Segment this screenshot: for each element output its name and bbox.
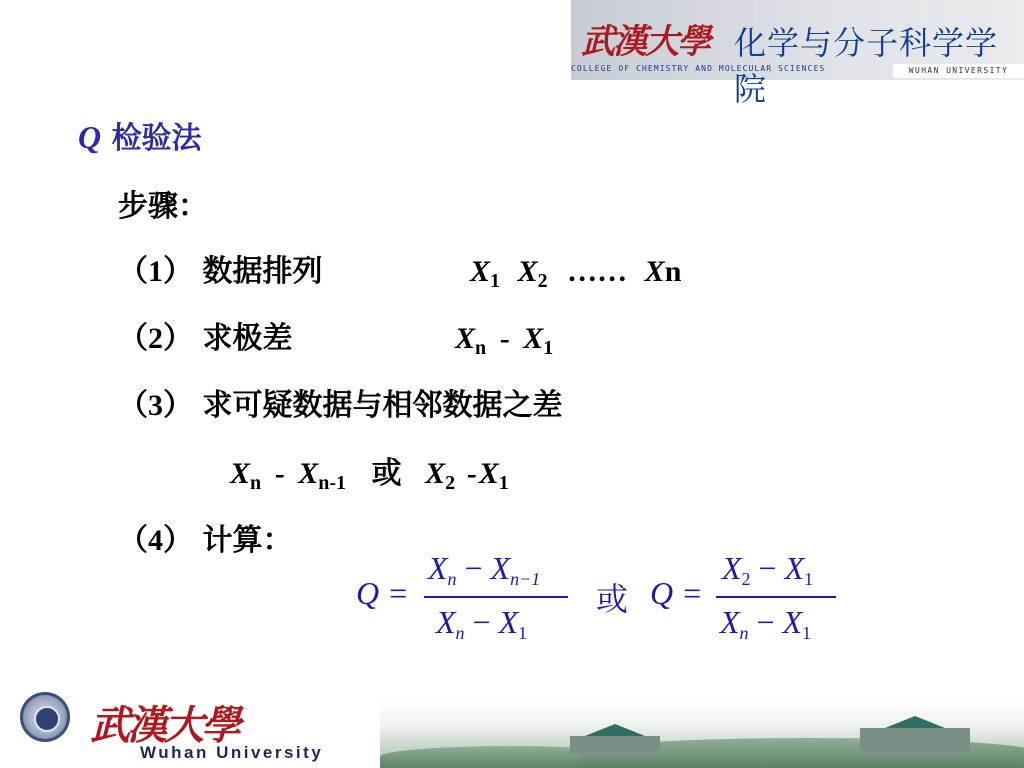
step-1-number: （1） bbox=[118, 255, 193, 288]
var-x: X bbox=[455, 322, 476, 355]
fraction-bar bbox=[716, 596, 836, 598]
var-x: X bbox=[428, 550, 448, 586]
seal-center-icon bbox=[34, 706, 60, 732]
building-shape bbox=[860, 728, 970, 754]
formula-or: 或 bbox=[596, 581, 629, 617]
subscript: 2 bbox=[445, 472, 456, 494]
step-1 bbox=[118, 253, 323, 291]
campus-panorama-image bbox=[380, 698, 1024, 768]
footer-university-name: Wuhan University bbox=[140, 743, 324, 762]
minus-sign: − bbox=[464, 550, 483, 586]
minus-sign: − bbox=[758, 550, 777, 586]
college-banner bbox=[571, 0, 1024, 108]
fraction-bar bbox=[424, 596, 568, 598]
subscript: 2 bbox=[741, 569, 751, 589]
step-1-text: 数据排列 bbox=[202, 254, 323, 289]
formula-numerator bbox=[428, 550, 540, 590]
roof-shape bbox=[885, 716, 945, 728]
steps-label: 步骤： bbox=[118, 189, 208, 224]
var-x: X bbox=[298, 457, 319, 490]
subscript: 1 bbox=[543, 337, 554, 359]
school-name: 化学与分子科学学院 bbox=[734, 24, 999, 108]
q-formula-1 bbox=[356, 548, 576, 648]
subscript: 1 bbox=[804, 569, 814, 589]
university-calligraphy-logo: 武漢大學 bbox=[581, 22, 709, 62]
var-x: X bbox=[784, 550, 805, 586]
or-word: 或 bbox=[371, 456, 402, 491]
title-q-symbol: Q bbox=[78, 119, 102, 155]
step-2-expression bbox=[455, 320, 553, 367]
var-x: X bbox=[230, 457, 251, 490]
slide-title bbox=[78, 118, 202, 158]
step-2 bbox=[118, 320, 293, 358]
q-formula-2 bbox=[650, 548, 850, 648]
subscript: 1 bbox=[802, 623, 812, 643]
var-x: X bbox=[720, 604, 740, 640]
university-seal-icon bbox=[20, 692, 70, 742]
var-x: X bbox=[478, 457, 499, 490]
step-3 bbox=[118, 387, 563, 425]
subscript: n bbox=[455, 623, 465, 643]
subscript: 1 bbox=[498, 472, 509, 494]
formula-lhs: Q = bbox=[356, 575, 409, 611]
formula-lhs: Q = bbox=[650, 575, 703, 611]
var-x: X bbox=[490, 550, 511, 586]
minus-sign: − bbox=[472, 604, 491, 640]
minus-sign: - bbox=[274, 457, 285, 490]
subscript: n bbox=[447, 569, 457, 589]
subscript: n bbox=[475, 337, 487, 359]
formula-numerator bbox=[722, 550, 813, 590]
var-x: X bbox=[498, 604, 519, 640]
var-n: n bbox=[664, 255, 682, 288]
step-3-expression bbox=[230, 455, 509, 502]
roof-shape bbox=[585, 724, 645, 736]
step-4-text: 计算： bbox=[202, 523, 293, 558]
minus-sign: - bbox=[499, 322, 510, 355]
var-x: X bbox=[782, 604, 803, 640]
subscript: n bbox=[250, 472, 262, 494]
var-x: X bbox=[644, 255, 665, 288]
var-x: X bbox=[425, 457, 446, 490]
var-x: X bbox=[722, 550, 742, 586]
step-1-expression bbox=[470, 253, 681, 300]
formula-denominator bbox=[720, 604, 811, 644]
subscript: n−1 bbox=[510, 569, 541, 589]
minus-sign: − bbox=[756, 604, 775, 640]
subscript: 2 bbox=[537, 270, 548, 292]
var-x: X bbox=[436, 604, 456, 640]
subscript: n bbox=[739, 623, 749, 643]
footer-calligraphy-logo: 武漢大學 bbox=[90, 703, 238, 749]
university-english-name: WUHAN UNIVERSITY bbox=[893, 64, 1024, 78]
college-english-name: COLLEGE OF CHEMISTRY AND MOLECULAR SCIENCES bbox=[571, 64, 826, 73]
slide-footer bbox=[0, 680, 1024, 768]
var-x: X bbox=[523, 322, 544, 355]
building-shape bbox=[570, 736, 660, 754]
subscript: n-1 bbox=[318, 472, 347, 494]
step-3-text: 求可疑数据与相邻数据之差 bbox=[202, 388, 563, 423]
var-x: X bbox=[470, 255, 491, 288]
step-2-number: （2） bbox=[118, 322, 193, 355]
step-2-text: 求极差 bbox=[202, 321, 293, 356]
minus-sign: - bbox=[466, 457, 477, 490]
subscript: 1 bbox=[490, 270, 501, 292]
step-3-number: （3） bbox=[118, 389, 193, 422]
ellipsis: …… bbox=[567, 255, 628, 288]
var-x: X bbox=[517, 255, 538, 288]
formula-denominator bbox=[436, 604, 527, 644]
subscript: 1 bbox=[518, 623, 528, 643]
step-4-number: （4） bbox=[118, 524, 193, 557]
title-text: 检验法 bbox=[111, 121, 202, 156]
step-4 bbox=[118, 522, 293, 560]
